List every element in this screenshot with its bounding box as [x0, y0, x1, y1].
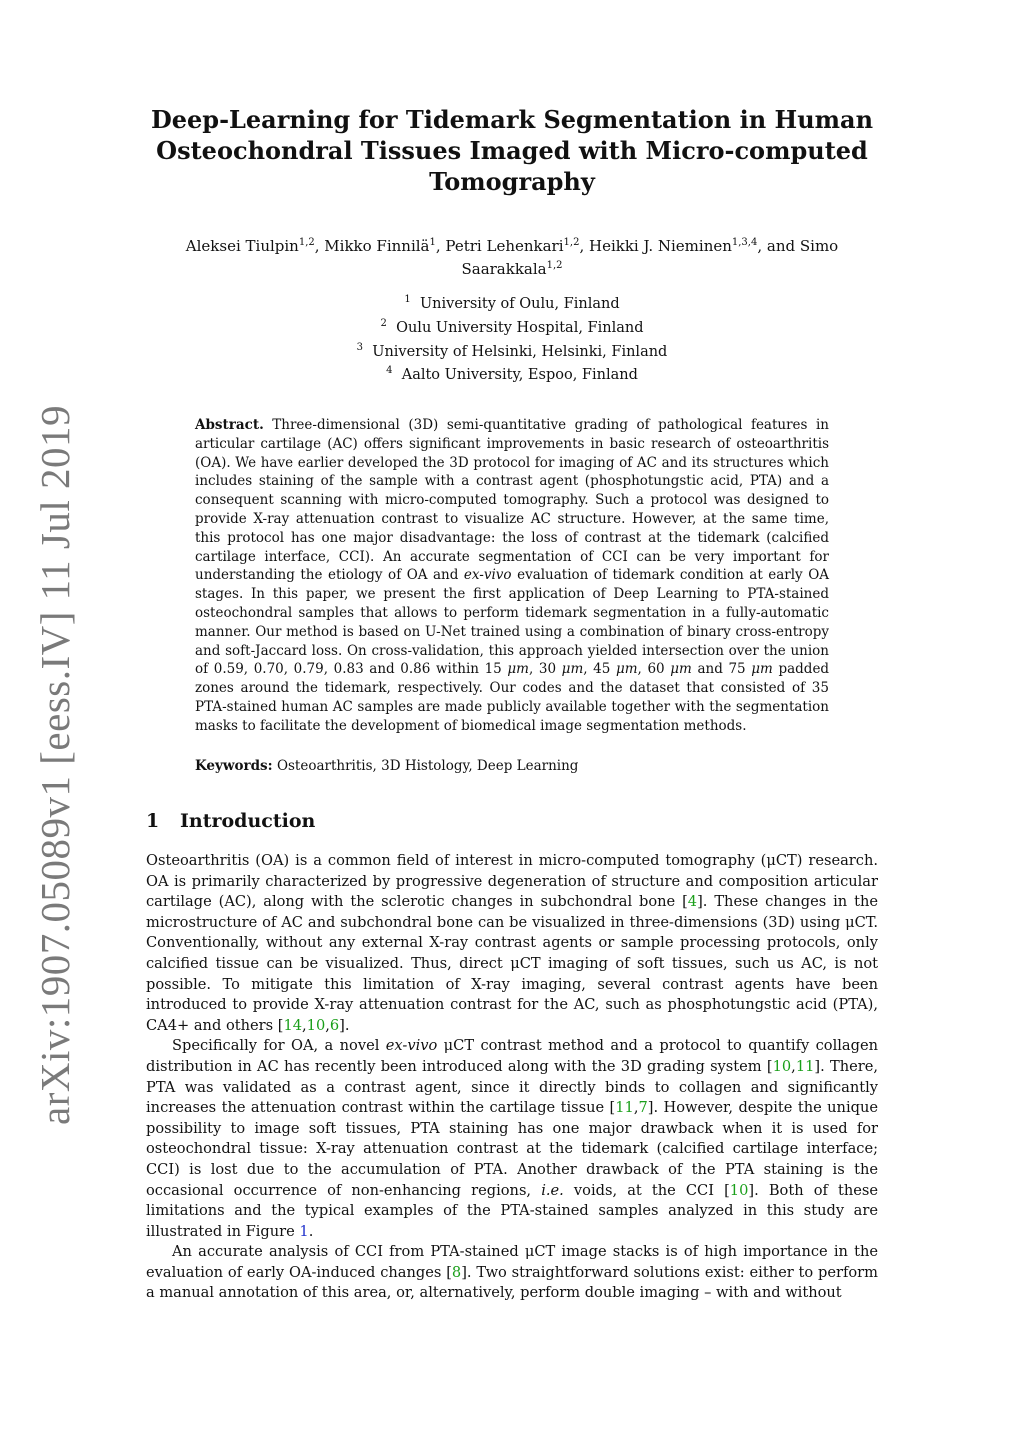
citation-link[interactable]: 7 — [638, 1099, 648, 1117]
affil-text: Aalto University, Espoo, Finland — [401, 367, 638, 384]
affiliations — [300, 290, 724, 385]
affil-sup: 1 — [404, 294, 411, 305]
body-text: voids, at the CCI [ — [573, 1181, 730, 1199]
abstract — [195, 416, 829, 736]
unit-um: μm — [670, 661, 692, 678]
citation-link[interactable]: 6 — [329, 1016, 340, 1034]
abstract-label: Abstract. — [195, 417, 264, 433]
abstract-text: Three-dimensional (3D) semi-quantitative grading of pathological features in articular cartilage (AC) offers significant improvements in basic research of osteoarthritis (OA). We have earlier developed the 3D protocol for imaging of AC and its structures which includes staining of the sample with a contrast agent (phosphotungstic acid, PTA) and a consequent scanning with micro-computed tomography. Such a protocol was designed to provide X-ray attenuation contrast to visualize AC structure. However, at the same time, this protocol has one major disadvantage: the loss of contrast at the tidemark (calcified cartilage interface, CCI). An accurate segmentation of CCI can be very important for understanding the etiology of OA and — [195, 417, 829, 584]
affiliation-line — [300, 314, 724, 338]
paragraph — [146, 1036, 878, 1242]
citation-link[interactable]: 10 — [729, 1181, 749, 1199]
arxiv-identifier: arXiv:1907.05089v1 [eess.IV] 11 Jul 2019 — [32, 405, 78, 1125]
affil-sup: 2 — [380, 317, 387, 329]
section-title: Introduction — [180, 810, 316, 832]
body-text: ]. There, PTA was validated as a contrast agent, since it directly binds to collagen and significantly increases the attenuation contrast within the cartilage tissue [ — [146, 1057, 879, 1117]
section-heading — [146, 810, 315, 832]
abstract-text: , 45 — [583, 661, 611, 678]
author-name: Aleksei Tiulpin — [185, 237, 299, 255]
author-name: Petri Lehenkari — [445, 237, 564, 255]
author-affil-sup: 1,2 — [546, 260, 563, 271]
arxiv-sidebar — [30, 405, 80, 1125]
body-text: , — [791, 1057, 796, 1075]
keywords-text: Osteoarthritis, 3D Histology, Deep Learning — [276, 758, 579, 774]
abstract-text: padded zones around the tidemark, respectively. Our codes and the dataset that consisted of 35 PTA-stained human AC samples are made publicly available together with the segmentation masks to facilitate the development of biomedical image segmentation methods. — [195, 661, 830, 734]
section-number: 1 — [146, 810, 160, 832]
affil-sup: 3 — [356, 341, 364, 353]
body-text: Specifically for OA, a novel — [172, 1037, 380, 1055]
figure-link[interactable]: 1 — [299, 1222, 309, 1240]
author-name: Mikko Finnilä — [324, 237, 430, 255]
author-name: Simo Saarakkala — [461, 237, 839, 278]
paper-title: Deep-Learning for Tidemark Segmentation in Human Osteochondral Tissues Imaged with Micro-computed Tomography — [150, 105, 874, 196]
author-affil-sup: 1,2 — [563, 237, 580, 248]
abstract-italic: ex-vivo — [463, 567, 512, 584]
body-text: ]. Both of these limitations and the typical examples of the PTA-stained samples analyzed in this study are illustrated in Figure — [146, 1181, 879, 1240]
body-text: ]. These changes in the microstructure of AC and subchondral bone can be visualized in three-dimensions (3D) using μCT. Conventionally, without any external X-ray contrast agents or sample processing protocols, only calcified tissue can be visualized. Thus, direct μCT imaging of soft tissues, such us AC, is not possible. To mitigate this limitation of X-ray imaging, several contrast agents have been introduced to provide X-ray attenuation contrast for the AC, such as phosphotungstic acid (PTA), CA4+ and others [ — [146, 893, 879, 1034]
paragraph — [146, 1242, 878, 1304]
unit-um: μm — [615, 661, 638, 678]
abstract-text: , 60 — [637, 661, 665, 678]
affil-text: University of Oulu, Finland — [419, 295, 620, 312]
affiliation-line — [300, 338, 724, 362]
citation-link[interactable]: 4 — [687, 893, 698, 911]
author-affil-sup: 1,2 — [298, 237, 315, 248]
affiliation-line — [300, 361, 724, 385]
body-text: ]. However, despite the unique possibility to image soft tissues, PTA staining has one major drawback when it is used for osteochondral tissue: X-ray attenuation contrast at the tidemark (calcified cartilage interface; CCI) is lost due to the accumulation of PTA. Another drawback of the PTA staining is the occasional occurrence of non-enhancing regions, — [146, 1099, 878, 1199]
abstract-text: and 75 — [691, 661, 746, 678]
affil-text: Oulu University Hospital, Finland — [396, 319, 644, 336]
body-text: , — [302, 1016, 307, 1034]
body-text: , — [325, 1016, 330, 1034]
body-text: Osteoarthritis (OA) is a common field of interest in micro-computed tomography (μCT) research. OA is primarily characterized by progressive degeneration of structure and composition articular cartilage (AC), along with the sclerotic changes in subchondral bone [ — [146, 852, 878, 911]
body-text: , — [633, 1099, 639, 1117]
author-conjunction: , and — [757, 237, 796, 255]
citation-link[interactable]: 11 — [795, 1057, 815, 1075]
body-text: ]. — [339, 1016, 350, 1034]
citation-link[interactable]: 10 — [772, 1057, 792, 1075]
abstract-text: evaluation of tidemark condition at early OA stages. In this paper, we present the first application of Deep Learning to PTA-stained osteochondral samples that allows to perform tidemark segmentation in a fully-automatic manner. Our method is based on U-Net trained using a combination of binary cross-entropy and soft-Jaccard loss. On cross-validation, this approach yielded intersection over the union of 0.59, 0.70, 0.79, 0.83 and 0.86 within 15 — [195, 567, 830, 678]
unit-um: μm — [751, 661, 773, 678]
citation-link[interactable]: 10 — [306, 1016, 326, 1034]
citation-link[interactable]: 11 — [615, 1099, 634, 1117]
author-affil-sup: 1 — [429, 237, 436, 248]
affiliation-line — [300, 290, 724, 314]
unit-um: μm — [561, 661, 584, 678]
abstract-text: , 30 — [528, 661, 557, 678]
body-text: . — [308, 1222, 314, 1240]
intro-body — [146, 851, 878, 1304]
affil-text: University of Helsinki, Helsinki, Finland — [372, 343, 668, 360]
keywords-label: Keywords: — [195, 758, 273, 774]
affil-sup: 4 — [386, 365, 393, 377]
paragraph — [146, 851, 878, 1036]
citation-link[interactable]: 8 — [451, 1263, 462, 1281]
keywords — [195, 757, 829, 776]
body-text: An accurate analysis of CCI from PTA-stained μCT image stacks is of high importance in the evaluation of early OA-induced changes [ — [146, 1243, 878, 1281]
body-text: ]. Two straightforward solutions exist: either to perform a manual annotation of this area, or, alternatively, perform double imaging – with and without — [146, 1263, 878, 1302]
unit-um: μm — [507, 661, 529, 678]
body-italic: ex-vivo — [385, 1037, 438, 1055]
author-list: Aleksei Tiulpin$^{1,2}$, Mikko Finnilä$^1$, Petri Lehenkari$^{1,2}$, Heikki J. Nieminen$^{1,3,4}$, and Simo Saarakkala$^{1,2}$ — [185, 237, 839, 278]
author-affil-sup: 1,3,4 — [731, 237, 758, 248]
citation-link[interactable]: 14 — [283, 1016, 303, 1034]
author-name: Heikki J. Nieminen — [588, 237, 732, 255]
body-italic: i.e. — [541, 1181, 564, 1199]
body-text: μCT contrast method and a protocol to quantify collagen distribution in AC has recently been introduced along with the 3D grading system [ — [146, 1037, 878, 1075]
